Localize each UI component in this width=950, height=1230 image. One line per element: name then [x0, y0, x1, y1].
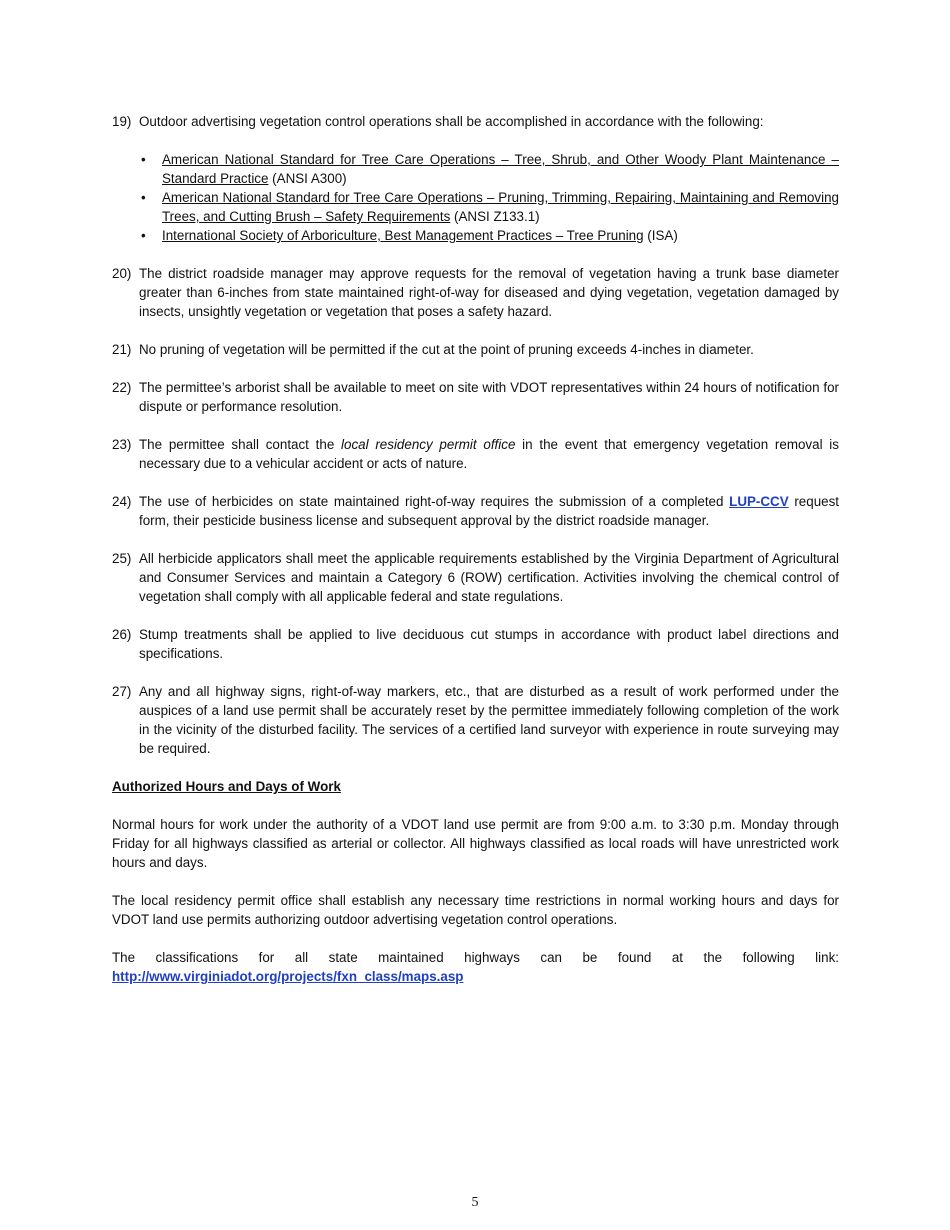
- list-item-27: [112, 682, 839, 758]
- standard-code: (ANSI Z133.1): [450, 209, 540, 224]
- item-number: 22): [112, 380, 132, 395]
- classifications-text: The classifications for all state maintained highways can be found at the following link:: [112, 950, 839, 965]
- standard-title: American National Standard for Tree Care Operations – Pruning, Trimming, Repairing, Maintaining and Removing Trees, and Cutting Brush – Safety Requirements: [162, 190, 839, 224]
- classifications-paragraph: [112, 948, 839, 986]
- item-number: 27): [112, 684, 132, 699]
- item-text: All herbicide applicators shall meet the applicable requirements established by the Virginia Department of Agricultural and Consumer Services and maintain a Category 6 (ROW) certification. Activities involving the chemical control of vegetation shall comply with all applicable federal and state regulations.: [139, 551, 839, 604]
- page-number: 5: [471, 1195, 479, 1210]
- list-item-22: [112, 378, 839, 416]
- standard-item-isa: [139, 226, 839, 245]
- item-text: Outdoor advertising vegetation control operations shall be accomplished in accordance with the following:: [139, 114, 764, 129]
- lup-ccv-link[interactable]: LUP-CCV: [729, 494, 789, 509]
- item-text: Any and all highway signs, right-of-way markers, etc., that are disturbed as a result of work performed under the auspices of a land use permit shall be accurately reset by the permittee immediately following completion of the work in the vicinity of the disturbed facility. The services of a certified land surveyor with experience in route surveying may be required.: [139, 684, 839, 756]
- item-text: The district roadside manager may approve requests for the removal of vegetation having a trunk base diameter greater than 6-inches from state maintained right-of-way for diseased and dying vegetation, vegetation damaged by insects, unsightly vegetation or vegetation that poses a safety hazard.: [139, 266, 839, 319]
- list-item-24: [112, 492, 839, 530]
- standard-item-ansi-z133: [139, 188, 839, 226]
- standards-list: [139, 150, 839, 245]
- item-number: 23): [112, 437, 132, 452]
- item-text-post: in the event that emergency vegetation removal is necessary due to a vehicular accident or acts of nature.: [139, 437, 839, 471]
- standard-code: (ANSI A300): [268, 171, 347, 186]
- standard-title: International Society of Arboriculture, Best Management Practices – Tree Pruning: [162, 228, 644, 243]
- hours-paragraph: Normal hours for work under the authority of a VDOT land use permit are from 9:00 a.m. to 3:30 p.m. Monday through Friday for all highways classified as arterial or collector. All highways classified as local roads will have unrestricted work hours and days.: [112, 817, 839, 870]
- list-item-23: [112, 435, 839, 473]
- item-body: [139, 435, 839, 473]
- item-number: 20): [112, 266, 132, 281]
- section-heading: Authorized Hours and Days of Work: [112, 779, 341, 794]
- item-text-post: request form, their pesticide business license and subsequent approval by the district roadside manager.: [139, 494, 839, 528]
- list-item-20: [112, 264, 839, 321]
- document-page: [112, 112, 839, 1005]
- standard-code: (ISA): [643, 228, 678, 243]
- item-text-pre: The use of herbicides on state maintained right-of-way requires the submission of a completed: [139, 494, 730, 509]
- item-text: The permittee’s arborist shall be available to meet on site with VDOT representatives within 24 hours of notification for dispute or performance resolution.: [139, 380, 839, 414]
- item-number: 26): [112, 627, 132, 642]
- item-number: 19): [112, 114, 132, 129]
- list-item-26: [112, 625, 839, 663]
- item-text: No pruning of vegetation will be permitted if the cut at the point of pruning exceeds 4-inches in diameter.: [139, 342, 754, 357]
- item-text: Stump treatments shall be applied to live deciduous cut stumps in accordance with product label directions and specifications.: [139, 627, 839, 661]
- item-body: [139, 112, 839, 245]
- item-number: 25): [112, 551, 132, 566]
- item-text-pre: The permittee shall contact the: [139, 437, 342, 452]
- item-body: [139, 492, 839, 530]
- list-item-25: [112, 549, 839, 606]
- standard-item-ansi-a300: [139, 150, 839, 188]
- list-item-21: [112, 340, 839, 359]
- classifications-map-link[interactable]: http://www.virginiadot.org/projects/fxn_class/maps.asp: [112, 969, 464, 984]
- list-item-19: [112, 112, 839, 245]
- standard-title: American National Standard for Tree Care Operations – Tree, Shrub, and Other Woody Plant Maintenance – Standard Practice: [162, 152, 839, 186]
- restrictions-paragraph: The local residency permit office shall establish any necessary time restrictions in normal working hours and days for VDOT land use permits authorizing outdoor advertising vegetation control operations.: [112, 893, 839, 927]
- item-number: 24): [112, 494, 132, 509]
- permit-office-emphasis: local residency permit office: [341, 437, 516, 452]
- item-number: 21): [112, 342, 132, 357]
